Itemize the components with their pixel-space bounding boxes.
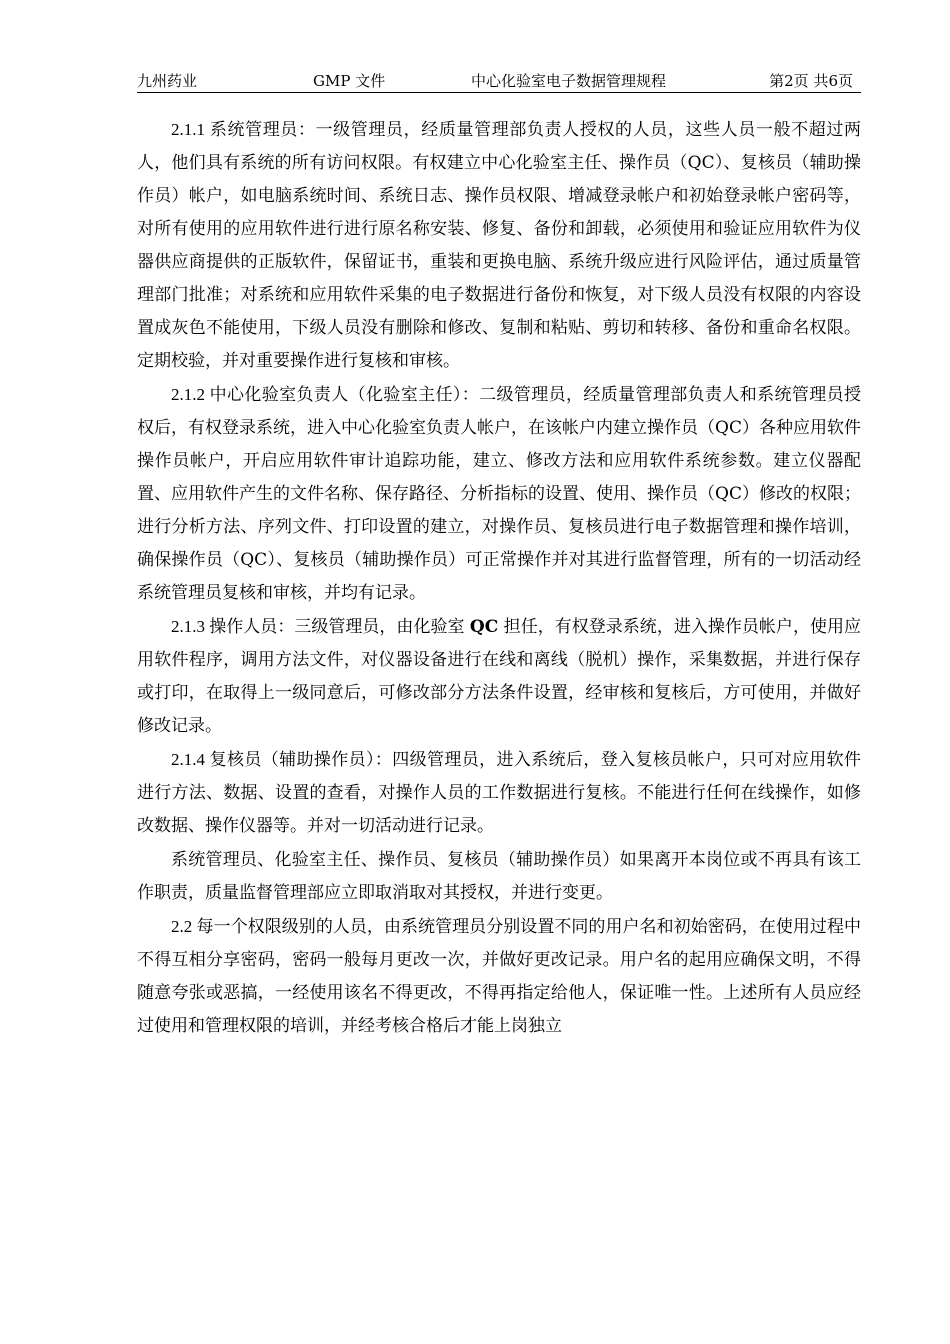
section-number: 2.1.4 <box>171 750 210 769</box>
paragraph-2-1-3 <box>137 610 861 743</box>
paragraph-text: 中心化验室负责人（化验室主任）：二级管理员，经质量管理部负责人和系统管理员授权后，有权登录系统，进入中心化验室负责人帐户，在该帐户内建立操作员（QC）各种应用软件操作员帐户，开启应用软件审计追踪功能，建立、修改方法和应用软件系统参数。建立仪器配置、应用软件产生的文件名称、保存路径、分析指标的设置、使用、操作员（QC）修改的权限；进行分析方法、序列文件、打印设置的建立，对操作员、复核员进行电子数据管理和操作培训，确保操作员（QC）、复核员（辅助操作员）可正常操作并对其进行监督管理，所有的一切活动经系统管理员复核和审核，并均有记录。 <box>137 385 861 603</box>
paragraph-text: 复核员（辅助操作员）：四级管理员，进入系统后，登入复核员帐户，只可对应用软件进行方法、数据、设置的查看，对操作人员的工作数据进行复核。不能进行任何在线操作，如修改数据、操作仪器等。并对一切活动进行记录。 <box>137 750 861 836</box>
page-header <box>137 68 861 93</box>
header-doc-title: 中心化验室电子数据管理规程 <box>471 72 667 90</box>
header-company: 九州药业 <box>137 72 198 90</box>
paragraph-2-1-4 <box>137 743 861 843</box>
section-number: 2.1.1 <box>171 120 210 139</box>
header-doc-type: GMP 文件 <box>313 72 386 90</box>
paragraph-revocation <box>137 843 861 910</box>
section-number: 2.2 <box>171 917 197 936</box>
section-number: 2.1.3 <box>171 617 210 636</box>
paragraph-text: 每一个权限级别的人员，由系统管理员分别设置不同的用户名和初始密码，在使用过程中不得互相分享密码，密码一般每月更改一次，并做好更改记录。用户名的起用应确保文明，不得随意夸张或恶搞，一经使用该名不得更改，不得再指定给他人，保证唯一性。上述所有人员应经过使用和管理权限的培训，并经考核合格后才能上岗独立 <box>137 917 862 1036</box>
paragraph-text: 系统管理员：一级管理员，经质量管理部负责人授权的人员，这些人员一般不超过两人，他们具有系统的所有访问权限。有权建立中心化验室主任、操作员（QC）、复核员（辅助操作员）帐户，如电脑系统时间、系统日志、操作员权限、增减登录帐户和初始登录帐户密码等，对所有使用的应用软件进行进行原名称安装、修复、备份和卸载，必须使用和验证应用软件为仪器供应商提供的正版软件，保留证书，重装和更换电脑、系统升级应进行风险评估，通过质量管理部门批准；对系统和应用软件采集的电子数据进行备份和恢复，对下级人员没有权限的内容设置成灰色不能使用，下级人员没有删除和修改、复制和粘贴、剪切和转移、备份和重命名权限。定期校验，并对重要操作进行复核和审核。 <box>137 120 862 371</box>
paragraph-2-1-2 <box>137 378 861 610</box>
paragraph-text: 担任，有权登录系统，进入操作员帐户，使用应用软件程序，调用方法文件，对仪器设备进行在线和离线（脱机）操作，采集数据，并进行保存或打印，在取得上一级同意后，可修改部分方法条件设置，经审核和复核后，方可使用，并做好修改记录。 <box>137 617 861 736</box>
paragraph-text: 操作人员：三级管理员，由化验室 <box>209 617 470 637</box>
document-body <box>137 113 861 1043</box>
paragraph-2-2 <box>137 910 861 1043</box>
paragraph-text: 系统管理员、化验室主任、操作员、复核员（辅助操作员）如果离开本岗位或不再具有该工作职责，质量监督管理部应立即取消取对其授权，并进行变更。 <box>137 850 861 903</box>
section-number: 2.1.2 <box>171 385 210 404</box>
header-page-number: 第2页 共6页 <box>769 72 853 90</box>
paragraph-2-1-1 <box>137 113 861 378</box>
paragraph-text-bold: QC <box>469 617 499 637</box>
